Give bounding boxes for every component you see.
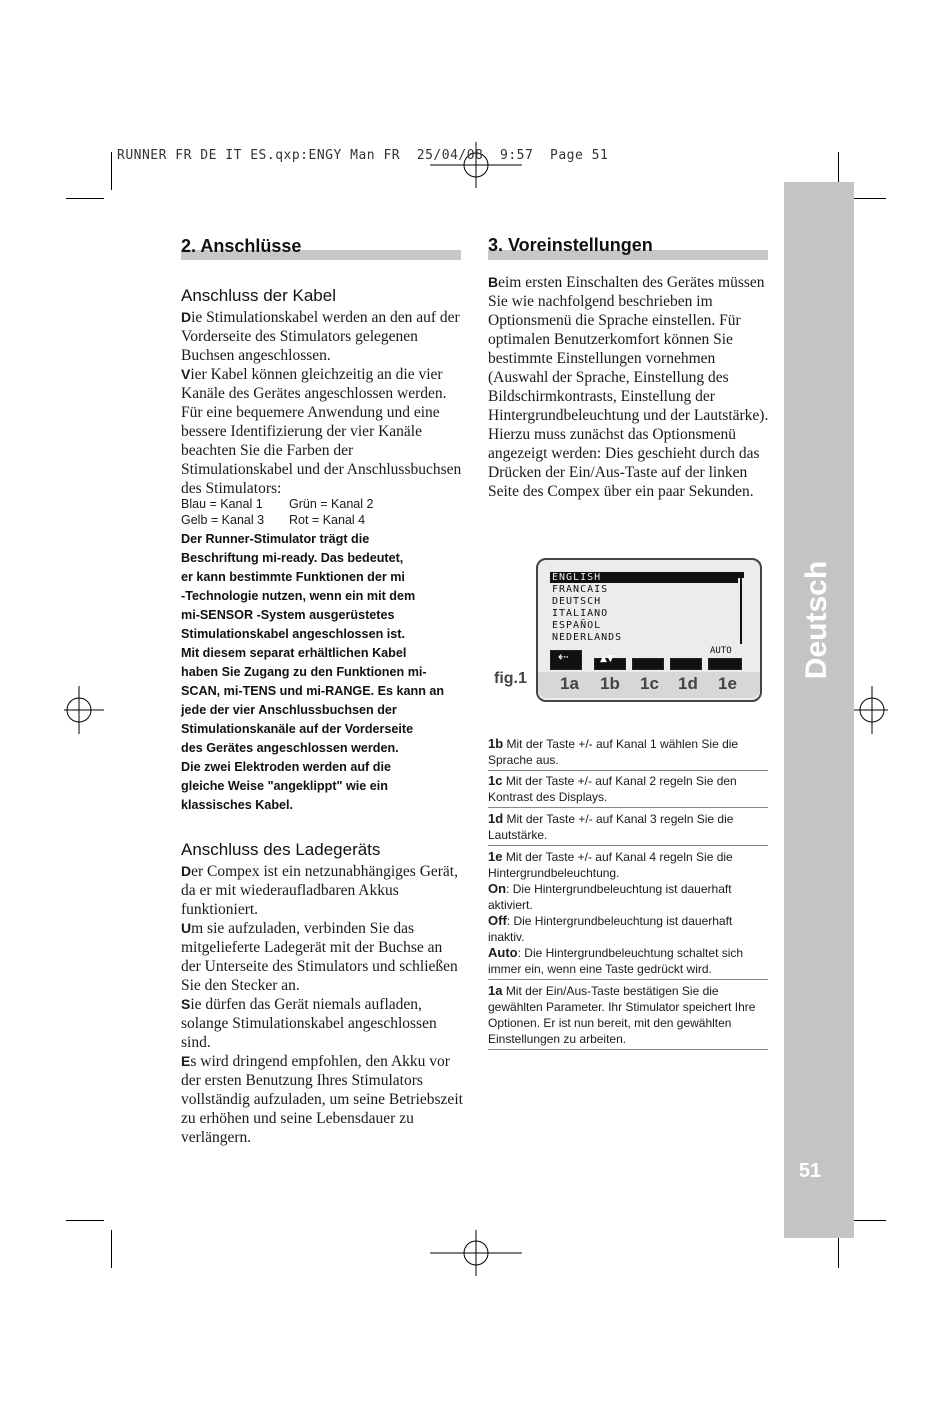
legend-item-auto: Auto: Die Hintergrundbeleuchtung schaltet sich immer ein, wenn eine Taste gedrückt wird. <box>488 945 768 980</box>
key-labels <box>538 672 760 698</box>
crop-mark <box>66 198 104 199</box>
up-down-arrows-icon: ▲▼ <box>600 654 614 664</box>
key-label-1e: 1e <box>718 674 737 693</box>
settings-intro: Beim ersten Einschalten des Gerätes müssen Sie wie nachfolgend beschrieben im Optionsmenü die Sprache einstellen. Für optimalen Benutzerkomfort können Sie bestimmte Einstellungen vornehmen (Auswahl der Sprache, Einstellung des Bildschirmkontrasts, Einstellung der Hintergrundbeleuchtung und der Lautstärke). Hierzu muss zunächst das Optionsmenü angezeigt werden: Dies geschieht durch das Drücken der Ein/Aus-Taste auf der linken Seite des Compex über ein paar Sekunden. <box>488 274 769 500</box>
sidebar-language-label: Deutsch <box>800 560 833 680</box>
language-option-selected: ENGLISH <box>550 572 738 583</box>
back-arrow-icon: ⇠ <box>558 650 569 665</box>
language-option: DEUTSCH <box>552 596 602 607</box>
scrollbar-icon <box>740 572 742 644</box>
legend-item-off: Off: Die Hintergrundbeleuchtung ist dauerhaft inaktiv. <box>488 913 733 944</box>
legend-item-on: On: Die Hintergrundbeleuchtung ist dauerhaft aktiviert. <box>488 881 732 912</box>
print-header: RUNNER FR DE IT ES.qxp:ENGY Man FR 25/04/08 9:57 Page 51 <box>117 148 609 163</box>
contrast-icon <box>632 658 664 670</box>
section-2-title: 2. Anschlüsse <box>181 236 302 256</box>
auto-label: AUTO <box>710 646 732 656</box>
cables-text: Die Stimulationskabel werden an den auf der Vorderseite des Stimulators gelegenen Buchsen angeschlossen. Vier Kabel können gleichzeitig an die vier Kanäle des Gerätes angeschlossen werden. Für eine bequemere Anwendung und eine bessere Identifizierung der vier Kanäle beachten Sie die Farben der Stimulationskabel und der Anschlussbuchsen des Stimulators: <box>181 309 462 497</box>
crop-mark <box>66 1220 104 1221</box>
language-option: FRANCAIS <box>552 584 609 595</box>
cables-subtitle: Anschluss der Kabel <box>181 286 336 305</box>
key-label-1d: 1d <box>678 674 698 693</box>
mi-ready-notice: Der Runner-Stimulator trägt die Beschriftung mi-ready. Das bedeutet, er kann bestimmte Funktionen der mi -Technologie nutzen, wenn ein mit dem mi-SENSOR -System ausgerüstetes Stimulationskabel angeschlossen ist. Mit diesem separat erhältlichen Kabel haben Sie Zugang zu den Funktionen mi- SCAN, mi-TENS und mi-RANGE. Es kann an jede der vier Anschlussbuchsen der Stimulationskanäle auf der Vorderseite des Gerätes angeschlossen werden. Die zwei Elektroden werden auf die gleiche Weise "angeklippt" wie ein klassisches Kabel. <box>181 532 445 812</box>
language-option: NEDERLANDS <box>552 632 623 643</box>
legend-item-1a: 1a Mit der Ein/Aus-Taste bestätigen Sie die gewählten Parameter. Ihr Stimulator speichert Ihre Optionen. Er ist nun bereit, mit den gewählten Einstellungen zu arbeiten. <box>488 983 768 1050</box>
section-3-title: 3. Voreinstellungen <box>488 235 653 255</box>
charger-text: Der Compex ist ein netzunabhängiges Gerät, da er mit wiederaufladbaren Akkus funktioniert. Um sie aufzuladen, verbinden Sie das mitgelieferte Ladegerät mit der Buchse an der Unterseite des Stimulators und schließen Sie den Stecker an. Sie dürfen das Gerät niemals aufladen, solange Stimulationskabel angeschlossen sind. Es wird dringend empfohlen, den Akku vor der ersten Benutzung Ihres Stimulators vollständig aufzuladen, um seine Betriebszeit zu erhöhen und seine Lebensdauer zu verlängern. <box>181 863 463 1146</box>
device-display-figure <box>536 558 762 702</box>
registration-mark-left <box>64 686 104 734</box>
key-label-1a: 1a <box>560 674 579 693</box>
backlight-icon <box>708 658 742 670</box>
registration-mark-right <box>848 686 888 734</box>
scrollbar-thumb-icon <box>738 572 744 578</box>
legend-item-1c: 1c Mit der Taste +/- auf Kanal 2 regeln Sie den Kontrast des Displays. <box>488 773 768 808</box>
language-sidebar <box>784 182 854 1238</box>
lcd-screen <box>548 566 748 670</box>
legend-item-1b: 1b Mit der Taste +/- auf Kanal 1 wählen Sie die Sprache aus. <box>488 736 768 771</box>
language-option: ITALIANO <box>552 608 609 619</box>
figure-label: fig.1 <box>494 670 527 687</box>
language-option: ESPAÑOL <box>552 620 602 631</box>
volume-icon <box>670 658 702 670</box>
key-label-1c: 1c <box>640 674 659 693</box>
page-number: 51 <box>798 1160 822 1182</box>
crop-mark <box>111 152 112 190</box>
charger-subtitle: Anschluss des Ladegeräts <box>181 840 381 859</box>
channel-colors: Blau = Kanal 1 Grün = Kanal 2 Gelb = Kanal 3 Rot = Kanal 4 <box>181 497 374 527</box>
key-label-1b: 1b <box>600 674 620 693</box>
legend-item-1e: 1e Mit der Taste +/- auf Kanal 4 regeln Sie die Hintergrundbeleuchtung. <box>488 849 733 880</box>
legend-item-1d: 1d Mit der Taste +/- auf Kanal 3 regeln Sie die Lautstärke. <box>488 811 768 846</box>
crop-mark <box>111 1230 112 1268</box>
registration-mark-bottom <box>428 1230 524 1276</box>
